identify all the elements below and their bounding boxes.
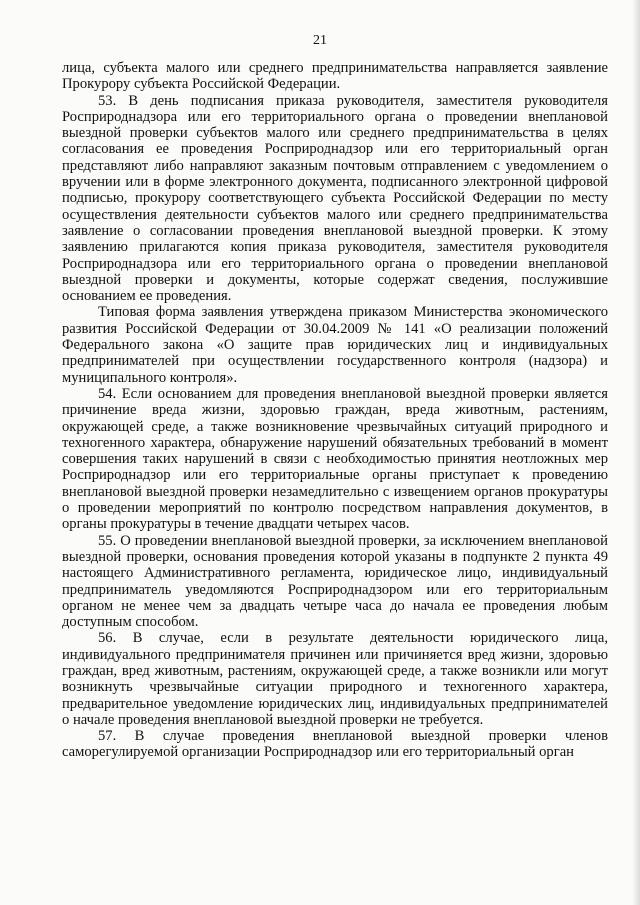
paragraph-54: 54. Если основанием для проведения внеплановой выездной проверки является причинение вреда жизни, здоровью граждан, вреда животным, растениям, окружающей среде, а также возникновение чрезвычайных ситуаций природного и техногенного характера, обнаружение нарушений обязательных требований в момент совершения таких нарушений в связи с необходимостью принятия неотложных мер Росприроднадзор или его территориальные органы приступает к проведению внеплановой выездной проверки незамедлительно с извещением органов прокуратуры о проведении мероприятий по контролю посредством направления документов, в органы прокуратуры в течение двадцати четырех часов. [62, 385, 608, 533]
page-number: 21 [313, 33, 327, 48]
document-body [62, 60, 608, 761]
paragraph-56: 56. В случае, если в результате деятельности юридического лица, индивидуального предпринимателя причинен или причиняется вред жизни, здоровью граждан, вред животным, растениям, окружающей среде, а также возникли или могут возникнуть чрезвычайные ситуации природного и техногенного характера, предварительное уведомление юридических лиц, индивидуальных предпринимателей о начале проведения внеплановой выездной проверки не требуется. [62, 630, 608, 728]
scan-edge-shadow [632, 0, 640, 905]
paragraph-continuation: лица, субъекта малого или среднего предпринимательства направляется заявление Прокурору субъекта Российской Федерации. [62, 60, 608, 93]
paragraph-55: 55. О проведении внеплановой выездной проверки, за исключением внеплановой выездной проверки, основания проведения которой указаны в подпункте 2 пункта 49 настоящего Административного регламента, юридическое лицо, индивидуальный предприниматель уведомляются Росприроднадзором или его территориальным органом не менее чем за двадцать четыре часа до начала ее проведения любым доступным способом. [62, 532, 608, 631]
paragraph-57: 57. В случае проведения внеплановой выездной проверки членов саморегулируемой организации Росприроднадзор или его территориальный орган [62, 728, 608, 761]
paragraph-typical-form: Типовая форма заявления утверждена приказом Министерства экономического развития Российской Федерации от 30.04.2009 № 141 «О реализации положений Федерального закона «О защите прав юридических лиц и индивидуальных предпринимателей при осуществлении государственного контроля (надзора) и муниципального контроля». [62, 304, 608, 386]
paragraph-53: 53. В день подписания приказа руководителя, заместителя руководителя Росприроднадзора или его территориального органа о проведении внеплановой выездной проверки субъектов малого или среднего предпринимательства в целях согласования ее проведения Росприроднадзор или его территориальный орган представляют либо направляют заказным почтовым отправлением с уведомлением о вручении или в форме электронного документа, подписанного электронной цифровой подписью, прокурору соответствующего субъекта Российской Федерации по месту осуществления деятельности субъектов малого или среднего предпринимательства заявление о согласовании проведения внеплановой выездной проверки. К этому заявлению прилагаются копия приказа руководителя, заместителя руководителя Росприроднадзора или его территориального органа о проведении внеплановой выездной проверки и документы, которые содержат сведения, послужившие основанием ее проведения. [62, 92, 608, 305]
